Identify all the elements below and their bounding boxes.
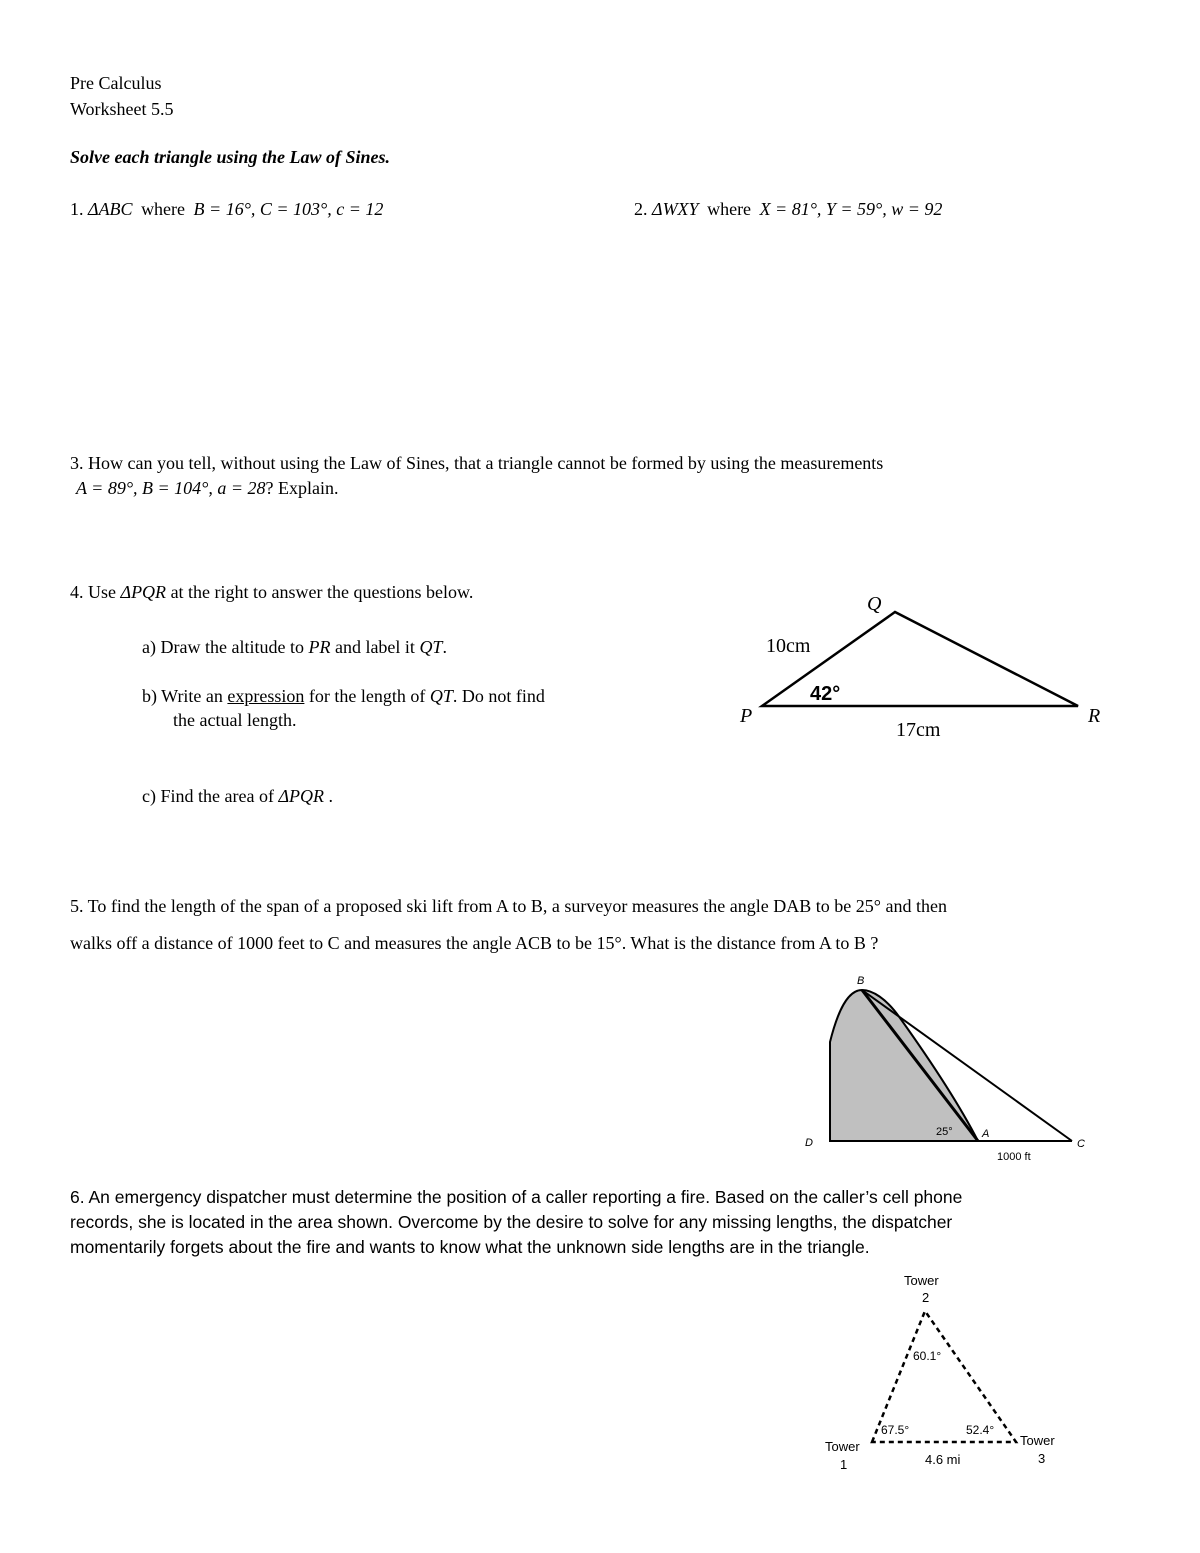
problem-4a-pre: a) Draw the altitude to [142,637,309,657]
problem-1-where: where [141,199,186,219]
instructions: Solve each triangle using the Law of Sines. [70,147,391,167]
problem-3-explain: ? Explain. [265,478,339,498]
angle-p-label: 42° [810,683,841,705]
side-pq-label: 10cm [766,635,811,657]
problem-5-line2: walks off a distance of 1000 feet to C and measures the angle ACB to be 15°. What is the distance from A to B ? [70,933,879,953]
angle-left-label: 67.5° [881,1423,910,1437]
problem-6-line2: records, she is located in the area shown. Overcome by the desire to solve for any missing lengths, the dispatcher [70,1212,953,1232]
problem-3-line1: 3. How can you tell, without using the Law of Sines, that a triangle cannot be formed by using the measurements [70,453,884,473]
tower-2-label: Tower [904,1273,939,1288]
angle-25-label: 25° [936,1126,953,1138]
base-distance-label: 4.6 mi [925,1452,961,1467]
problem-3-measurements: A = 89°, B = 104°, a = 28 [76,478,266,498]
problem-2-where: where [707,199,752,219]
problem-4a-seg2: QT [419,637,443,657]
label-b: B [857,975,865,987]
tower-3-number: 3 [1038,1451,1046,1466]
angle-top-label: 60.1° [913,1349,942,1363]
problem-5-line1: 5. To find the length of the span of a proposed ski lift from A to B, a surveyor measures the angle DAB to be 25° and then [70,896,947,916]
label-a: A [982,1128,990,1140]
problem-4b-pre: b) Write an [142,686,228,706]
side-pr-label: 17cm [896,719,941,741]
problem-4b-seg: QT [429,686,453,706]
problem-2-number: 2. [634,199,648,219]
problem-4a-mid: and label it [330,637,420,657]
problem-6-line1: 6. An emergency dispatcher must determine the position of a caller reporting a fire. Based on the caller’s cell phone [70,1187,963,1207]
problem-4b-line2: the actual length. [173,710,297,730]
problem-4b-post: . Do not find [452,686,545,706]
vertex-p-label: P [740,705,753,727]
course-title: Pre Calculus [70,73,162,93]
problem-1-number: 1. [70,199,84,219]
tower-1-number: 1 [840,1457,848,1472]
tower-1-label: Tower [825,1439,860,1454]
angle-right-label: 52.4° [966,1423,995,1437]
problem-2-givens: X = 81°, Y = 59°, w = 92 [759,199,943,219]
tower-3-label: Tower [1020,1433,1055,1448]
problem-4a-post: . [442,637,447,657]
problem-4c-triangle: ΔPQR [278,786,325,806]
problem-4-intro-post: at the right to answer the questions below. [166,582,474,602]
problem-2-triangle: ΔWXY [652,199,699,219]
vertex-r-label: R [1088,705,1101,727]
distance-label: 1000 ft [997,1151,1031,1163]
vertex-q-label: Q [867,593,882,615]
problem-4b-underlined: expression [227,686,305,706]
problem-1-givens: B = 16°, C = 103°, c = 12 [193,199,384,219]
problem-4-intro-pre: 4. Use [70,582,121,602]
problem-4c-post: . [324,786,334,806]
problem-4c-pre: c) Find the area of [142,786,279,806]
tower-2-number: 2 [922,1290,930,1305]
problem-4b-mid: for the length of [304,686,430,706]
worksheet-title: Worksheet 5.5 [70,99,174,119]
problem-4a-seg: PR [308,637,331,657]
problem-1-triangle: ΔABC [88,199,133,219]
label-d: D [805,1137,813,1149]
label-c: C [1077,1138,1085,1150]
problem-4-triangle: ΔPQR [120,582,167,602]
problem-6-line3: momentarily forgets about the fire and wants to know what the unknown side lengths are in the triangle. [70,1237,870,1257]
